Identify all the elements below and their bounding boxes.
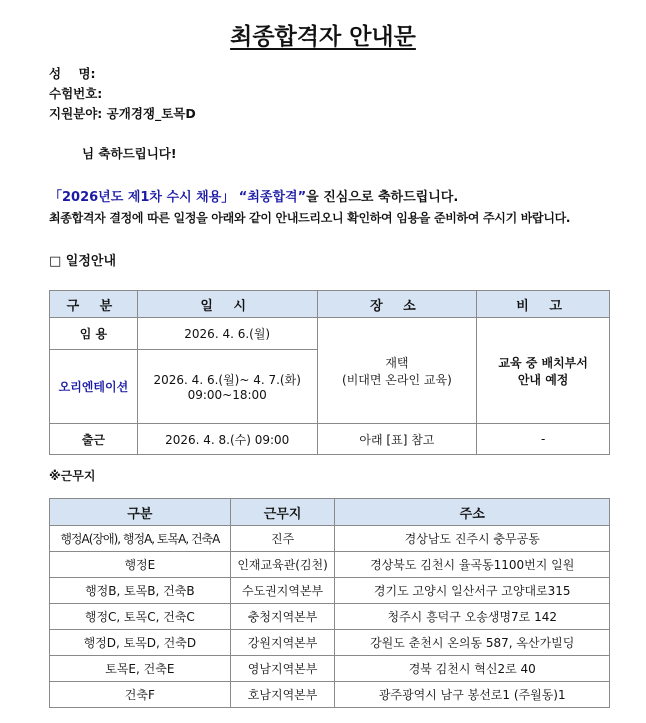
schedule-header-row: [50, 291, 610, 318]
field-value: 공개경쟁_토목D: [106, 106, 196, 121]
division-cell: 행정C, 토목C, 건축C: [50, 604, 231, 630]
workplace-table: [49, 498, 610, 708]
workplace-cell: 강원지역본부: [230, 630, 335, 656]
category-cell: 임 용: [50, 318, 138, 350]
col-header-place: 장 소: [317, 291, 477, 318]
division-cell: 행정B, 토목B, 건축B: [50, 578, 231, 604]
field-label: 지원분야:: [49, 106, 103, 121]
workplace-cell: 수도권지역본부: [230, 578, 335, 604]
datetime-cell: 2026. 4. 6.(월): [137, 318, 317, 350]
workplace-cell: 호남지역본부: [230, 682, 335, 708]
division-cell: 토목E, 건축E: [50, 656, 231, 682]
address-cell: 경상북도 김천시 율곡동1100번지 일원: [335, 552, 610, 578]
workplace-cell: 충청지역본부: [230, 604, 335, 630]
col-header-note: 비 고: [477, 291, 610, 318]
note-merged-cell: [477, 318, 610, 424]
place-line-2: (비대면 온라인 교육): [342, 372, 452, 387]
document-title: [0, 18, 646, 51]
datetime-line-2: 09:00~18:00: [187, 388, 267, 402]
col-header-datetime: 일 시: [137, 291, 317, 318]
table-row: [50, 424, 610, 455]
workplace-cell: 영남지역본부: [230, 656, 335, 682]
category-cell: 오리엔테이션: [50, 350, 138, 424]
place-cell: 아래 [표] 참고: [317, 424, 477, 455]
note-line-1: 교육 중 배치부서: [498, 355, 588, 370]
table-row: [50, 682, 610, 708]
note-line-2: 안내 예정: [517, 372, 569, 387]
col-header-division: 구분: [50, 499, 231, 526]
headline-rest: 을 진심으로 축하드립니다.: [306, 190, 459, 205]
note-cell: -: [477, 424, 610, 455]
table-row: [50, 318, 610, 350]
datetime-cell: 2026. 4. 8.(수) 09:00: [137, 424, 317, 455]
address-cell: 경상남도 진주시 충무공동: [335, 526, 610, 552]
schedule-table: [49, 290, 610, 455]
place-line-1: 재택: [385, 355, 409, 370]
headline: [49, 186, 458, 205]
headline-highlight: 「2026년도 제1차 수시 채용」 “최종합격”: [49, 190, 307, 205]
division-cell: 행정D, 토목D, 건축D: [50, 630, 231, 656]
col-header-category: 구 분: [50, 291, 138, 318]
table-row: [50, 552, 610, 578]
division-cell: 행정A(장애), 행정A, 토목A, 건축A: [50, 526, 231, 552]
exam-number-label: 수험번호:: [49, 86, 103, 101]
address-cell: 청주시 흥덕구 오송생명7로 142: [335, 604, 610, 630]
congrats-text: 님 축하드립니다!: [82, 146, 177, 161]
workplace-note: ※근무지: [49, 469, 96, 483]
division-cell: 건축F: [50, 682, 231, 708]
section-title-schedule: □ 일정안내: [49, 254, 117, 269]
datetime-line-1: 2026. 4. 6.(월)~ 4. 7.(화): [153, 373, 301, 387]
table-row: [50, 526, 610, 552]
name-label: 성 명:: [49, 66, 96, 81]
col-header-address: 주소: [335, 499, 610, 526]
workplace-header-row: [50, 499, 610, 526]
table-row: [50, 578, 610, 604]
division-cell: 행정E: [50, 552, 231, 578]
place-merged-cell: [317, 318, 477, 424]
address-cell: 경북 김천시 혁신2로 40: [335, 656, 610, 682]
table-row: [50, 656, 610, 682]
table-row: [50, 604, 610, 630]
datetime-cell: [137, 350, 317, 424]
workplace-cell: 인재교육관(김천): [230, 552, 335, 578]
category-cell: 출근: [50, 424, 138, 455]
address-cell: 경기도 고양시 일산서구 고양대로315: [335, 578, 610, 604]
address-cell: 강원도 춘천시 온의동 587, 옥산가빌딩: [335, 630, 610, 656]
congrats-line: [68, 144, 177, 162]
exam-number-row: [49, 84, 102, 104]
field-row: [49, 104, 196, 124]
workplace-cell: 진주: [230, 526, 335, 552]
address-cell: 광주광역시 남구 봉선로1 (주월동)1: [335, 682, 610, 708]
title-text: 최종합격자 안내문: [230, 24, 416, 50]
subline: 최종합격자 결정에 따른 일정을 아래와 같이 안내드리오니 확인하여 임용을 준비하여 주시기 바랍니다.: [49, 211, 571, 225]
name-row: [49, 64, 96, 84]
col-header-workplace: 근무지: [230, 499, 335, 526]
table-row: [50, 630, 610, 656]
